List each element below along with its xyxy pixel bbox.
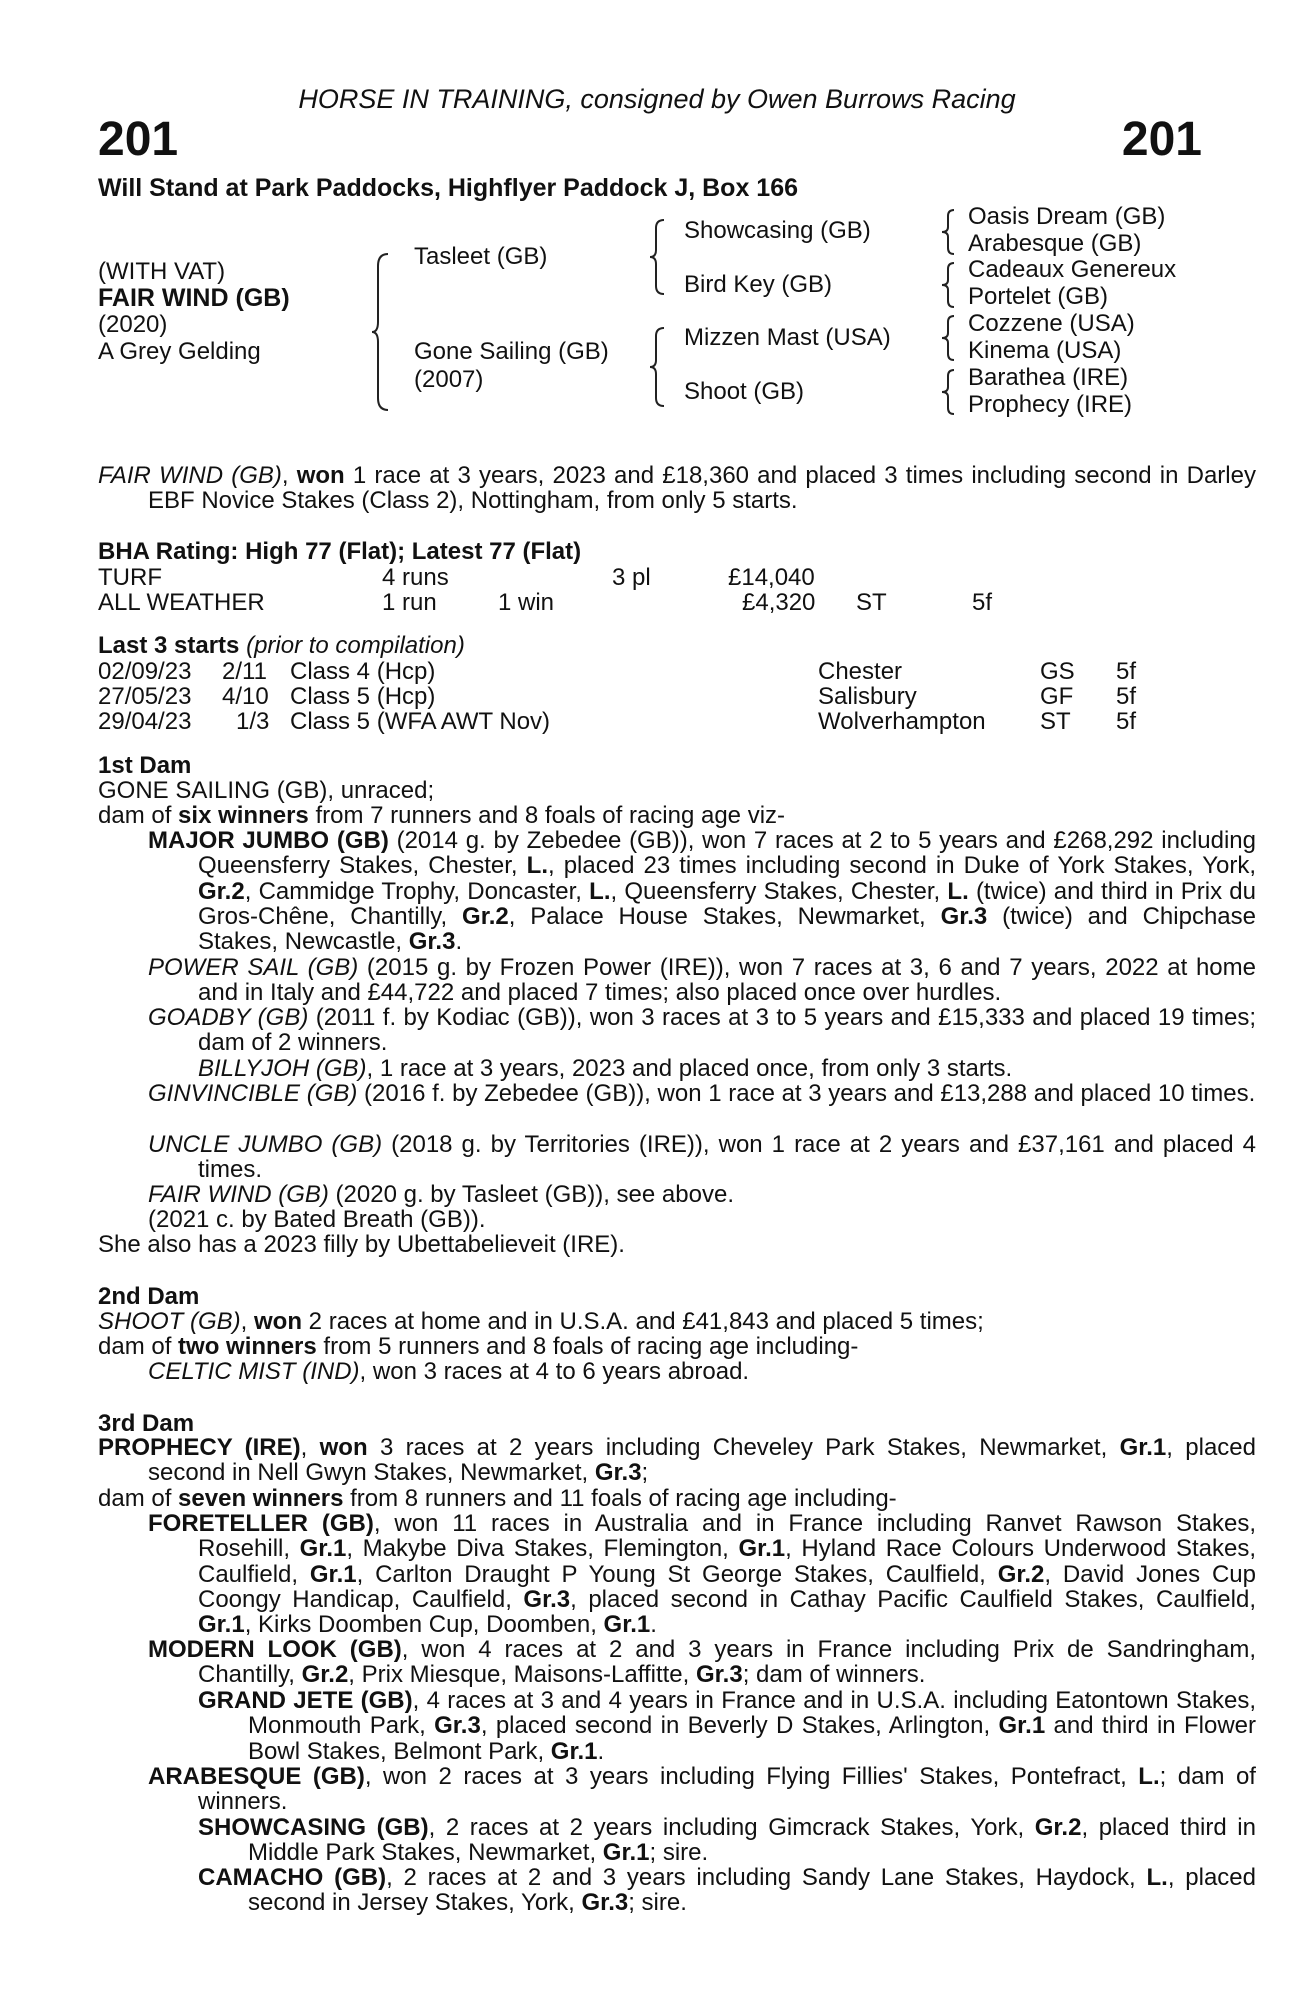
text: ; sire. (628, 1889, 687, 1917)
progeny-name: ARABESQUE (GB) (148, 1763, 365, 1790)
grade: Gr.1 (603, 1611, 651, 1639)
grade: Gr.2 (1034, 1814, 1082, 1841)
sire: Tasleet (GB) (414, 243, 548, 270)
text: , placed 23 times including second in Duke of York Stakes, York, (547, 852, 1257, 880)
start-pos: 4/10 (222, 683, 269, 710)
horse-description: A Grey Gelding (98, 338, 261, 365)
progeny-ginvincible (148, 1081, 1256, 1106)
progeny-name: UNCLE JUMBO (GB) (148, 1131, 383, 1158)
text: , placed second in Jersey Stakes, York, (248, 1864, 1256, 1917)
text: , Prix Miesque, Maisons-Laffitte, (348, 1661, 696, 1689)
listed: L. (947, 877, 969, 905)
text: . (455, 928, 463, 956)
grade: Gr.1 (198, 1611, 245, 1639)
dam1-line2 (98, 803, 785, 828)
grade: Gr.3 (523, 1585, 571, 1613)
dam3-heading: 3rd Dam (98, 1410, 195, 1437)
text: , 1 race at 3 years, 2023 and placed once, from only 3 starts. (366, 1055, 1013, 1082)
start-distance: 5f (1116, 683, 1137, 710)
pedigree-brace-ss (940, 208, 958, 256)
aw-label: ALL WEATHER (98, 589, 265, 616)
pedigree-brace-dd (940, 368, 958, 416)
aw-distance: 5f (972, 589, 993, 616)
last3-heading-line (98, 632, 465, 660)
dam2-line1: SHOOT (GB), won 2 races at home and in U.S.A. and £41,843 and placed 5 times; (98, 1308, 984, 1335)
text: dam of (98, 802, 179, 829)
progeny-major-jumbo (148, 828, 1256, 954)
progeny-power-sail (148, 955, 1256, 1006)
grade: Gr.3 (408, 928, 456, 956)
listed: L. (1146, 1864, 1168, 1891)
grade: Gr.1 (550, 1737, 598, 1765)
start-date: 27/05/23 (98, 683, 192, 710)
text: ; dam of winners. (742, 1661, 926, 1689)
grade: Gr.1 (998, 1712, 1046, 1740)
grandprogeny-camacho (198, 1865, 1256, 1916)
text: , 2 races at 2 and 3 years including Sandy Lane Stakes, Haydock, (386, 1864, 1147, 1891)
winners-count: six winners (178, 802, 309, 829)
grade: Gr.2 (462, 902, 509, 930)
text: , won 2 races at 3 years including Flying Fillies' Stakes, Pontefract, (364, 1763, 1139, 1790)
text: , Queensferry Stakes, Chester, (610, 877, 948, 905)
grade: Gr.1 (1119, 1434, 1167, 1461)
start-pos: 1/3 (236, 708, 270, 735)
start-going: ST (1040, 708, 1071, 735)
text: and third in Flower Bowl Stakes, Belmont Park, (248, 1712, 1257, 1765)
race-summary: FAIR WIND (GB), won 1 race at 3 years, 2023 and £18,360 and placed 3 times including second in Darley EBF Novice Stakes (Class 2), Nottingham, from only 5 starts. (98, 462, 1256, 515)
progeny-foreteller (148, 1511, 1256, 1637)
text: , placed second in Nell Gwyn Stakes, Newmarket, (148, 1434, 1257, 1487)
grade: Gr.3 (581, 1889, 629, 1917)
dam2-heading: 2nd Dam (98, 1283, 200, 1310)
start-distance: 5f (1116, 708, 1137, 735)
text: . (597, 1737, 605, 1765)
text: , won 3 races at 4 to 6 years abroad. (359, 1358, 750, 1385)
sire-sire: Showcasing (GB) (684, 217, 871, 244)
text: , Kirks Doomben Cup, Doomben, (244, 1611, 604, 1639)
listed: L. (526, 852, 548, 880)
text: , Hyland Race Colours Underwood Stakes, Caulfield, (198, 1535, 1256, 1588)
dam3-line2 (98, 1486, 897, 1511)
sd-dam: Portelet (GB) (968, 283, 1109, 310)
start-distance: 5f (1116, 658, 1137, 685)
sire-dam: Bird Key (GB) (684, 271, 833, 298)
text: , Carlton Draught P Young St George Stakes, Caulfield, (356, 1560, 998, 1588)
turf-placed: 3 pl (612, 564, 651, 591)
text: (2020 g. by Tasleet (GB)), see above. (328, 1181, 734, 1208)
progeny-goadby (148, 1005, 1256, 1056)
vat-label: (WITH VAT) (98, 258, 226, 285)
progeny-celtic-mist (148, 1359, 749, 1384)
progeny-name: BILLYJOH (GB) (198, 1055, 367, 1082)
progeny-name: CAMACHO (GB) (198, 1864, 387, 1891)
grade: Gr.3 (696, 1661, 743, 1689)
last3-note: (prior to compilation) (246, 632, 465, 659)
turf-earnings: £14,040 (728, 564, 815, 591)
text: from 5 runners and 8 foals of racing age including- (316, 1333, 859, 1360)
grade: Gr.2 (997, 1560, 1045, 1588)
text: , placed second in Cathay Pacific Caulfield Stakes, Caulfield, (570, 1585, 1256, 1613)
lot-number-left: 201 (98, 113, 179, 166)
text: , placed second in Beverly D Stakes, Arlington, (480, 1712, 999, 1740)
start-class: Class 5 (WFA AWT Nov) (290, 708, 551, 735)
start-course: Salisbury (818, 683, 917, 710)
progeny-name: POWER SAIL (GB) (148, 954, 359, 981)
grade: Gr.1 (738, 1535, 786, 1563)
pedigree-brace-dam (648, 326, 668, 408)
progeny-2021-colt: (2021 c. by Bated Breath (GB)). (148, 1206, 486, 1233)
ss-dam: Arabesque (GB) (968, 230, 1142, 257)
dam-year: (2007) (414, 366, 484, 393)
text: , Palace House Stakes, Newmarket, (508, 902, 941, 930)
text: ; dam of winners. (198, 1763, 1256, 1816)
listed: L. (1138, 1763, 1160, 1790)
dam3-name: PROPHECY (IRE) (98, 1434, 301, 1461)
grade: Gr.2 (198, 877, 245, 905)
text: from 8 runners and 11 foals of racing age including- (343, 1485, 897, 1512)
bha-heading: BHA Rating: High 77 (Flat); Latest 77 (Flat) (98, 538, 582, 565)
grandprogeny-billyjoh (198, 1056, 1256, 1081)
progeny-name: MAJOR JUMBO (GB) (148, 827, 389, 854)
turf-label: TURF (98, 564, 162, 591)
text: , placed third in Middle Park Stakes, Newmarket, (248, 1814, 1256, 1867)
text: from 7 runners and 8 foals of racing age viz- (308, 802, 786, 829)
progeny-name: GRAND JETE (GB) (198, 1687, 413, 1714)
grade: Gr.3 (940, 902, 988, 930)
grade: Gr.1 (299, 1535, 347, 1563)
text: , 4 races at 3 and 4 years in France and in U.S.A. including Eatontown Stakes, Monmouth Park, (248, 1687, 1256, 1740)
text: (2011 f. by Kodiac (GB)), won 3 races at 3 to 5 years and £15,333 and placed 19 times; dam of 2 winners. (198, 1004, 1257, 1057)
text: , Makybe Diva Stakes, Flemington, (346, 1535, 739, 1563)
won: won (319, 1434, 368, 1461)
dam3-summary: PROPHECY (IRE), won 3 races at 2 years including Cheveley Park Stakes, Newmarket, Gr.1, placed second in Nell Gwyn Stakes, Newmarket, Gr.3; (98, 1434, 1257, 1487)
dam1-line1: GONE SAILING (GB), unraced; (98, 777, 435, 804)
progeny-fair-wind (148, 1182, 1256, 1207)
text: , 2 races at 2 years including Gimcrack Stakes, York, (428, 1814, 1035, 1841)
dd-sire: Barathea (IRE) (968, 364, 1129, 391)
grandprogeny-showcasing (198, 1815, 1256, 1866)
won: won (254, 1308, 303, 1335)
lot-number-right: 201 (1121, 113, 1202, 166)
aw-surface: ST (856, 589, 887, 616)
text: . (650, 1611, 657, 1639)
start-going: GS (1040, 658, 1075, 685)
winners-count: seven winners (178, 1485, 344, 1512)
text: (twice) and third in Prix du Gros-Chêne, Chantilly, (198, 877, 1256, 930)
start-date: 02/09/23 (98, 658, 192, 685)
progeny-name: GINVINCIBLE (GB) (148, 1080, 358, 1107)
text: (twice) and Chipchase Stakes, Newcastle, (198, 902, 1256, 956)
grade: Gr.2 (301, 1661, 349, 1689)
stand-location: Will Stand at Park Paddocks, Highflyer Paddock J, Box 166 (98, 174, 798, 202)
summary-text: 1 race at 3 years, 2023 and £18,360 and placed 3 times including second in Darley EBF Novice Stakes (Class 2), Nottingham, from only 5 starts. (148, 462, 1256, 515)
dam2-line2 (98, 1334, 858, 1359)
dd-dam: Prophecy (IRE) (968, 391, 1133, 418)
progeny-name: FAIR WIND (GB) (148, 1181, 329, 1208)
text: dam of (98, 1333, 179, 1360)
text: , Cammidge Trophy, Doncaster, (244, 877, 590, 905)
text: , won 11 races in Australia and in France including Ranvet Rawson Stakes, Rosehill, (198, 1510, 1257, 1563)
text: 2 races at home and in U.S.A. and £41,843 and placed 5 times; (302, 1308, 984, 1335)
dam1-heading: 1st Dam (98, 752, 192, 779)
aw-earnings: £4,320 (742, 589, 816, 616)
text: ; sire. (649, 1839, 709, 1867)
text: (2015 g. by Frozen Power (IRE)), won 7 races at 3, 6 and 7 years, 2022 at home and in Italy and £44,722 and placed 7 times; also placed once over hurdles. (198, 954, 1256, 1007)
start-course: Wolverhampton (818, 708, 986, 735)
progeny-name: CELTIC MIST (IND) (148, 1358, 360, 1385)
start-date: 29/04/23 (98, 708, 192, 735)
dam: Gone Sailing (GB) (414, 338, 609, 365)
pedigree-brace-main (370, 252, 394, 412)
text: ; (641, 1459, 649, 1487)
progeny-name: SHOWCASING (GB) (198, 1814, 429, 1841)
pedigree-brace-sd (940, 261, 958, 309)
start-course: Chester (818, 658, 903, 685)
progeny-name: MODERN LOOK (GB) (148, 1636, 402, 1663)
ds-sire: Cozzene (USA) (968, 310, 1135, 337)
text: , won 4 races at 2 and 3 years in France including Prix de Sandringham, Chantilly, (198, 1636, 1256, 1689)
dam-sire: Mizzen Mast (USA) (684, 324, 891, 351)
grade: Gr.3 (434, 1712, 481, 1740)
last3-heading: Last 3 starts (98, 632, 240, 659)
grade: Gr.1 (309, 1560, 357, 1588)
ds-dam: Kinema (USA) (968, 337, 1122, 364)
summary-won: won (296, 462, 345, 489)
consignor-header: HORSE IN TRAINING, consigned by Owen Burrows Racing (298, 84, 1016, 114)
progeny-modern-look (148, 1637, 1256, 1688)
sd-sire: Cadeaux Genereux (968, 256, 1177, 283)
grade: Gr.1 (602, 1839, 650, 1867)
horse-year: (2020) (98, 311, 168, 338)
ss-sire: Oasis Dream (GB) (968, 203, 1166, 230)
progeny-arabesque (148, 1764, 1256, 1815)
progeny-uncle-jumbo (148, 1132, 1256, 1183)
aw-runs: 1 run (382, 589, 437, 616)
summary-horse-name: FAIR WIND (GB) (98, 462, 282, 489)
text: (2014 g. by Zebedee (GB)), won 7 races at 2 to 5 years and £268,292 including Queensferry Stakes, Chester, (198, 827, 1256, 880)
horse-name: FAIR WIND (GB) (98, 284, 290, 312)
pedigree-brace-sire (648, 218, 668, 296)
grandprogeny-grand-jete (198, 1688, 1256, 1764)
text: (2016 f. by Zebedee (GB)), won 1 race at 3 years and £13,288 and placed 10 times. (357, 1080, 1256, 1107)
pedigree-brace-ds (940, 314, 958, 362)
dam1-also: She also has a 2023 filly by Ubettabelieveit (IRE). (98, 1231, 625, 1258)
listed: L. (589, 877, 611, 905)
start-class: Class 4 (Hcp) (290, 658, 436, 685)
start-pos: 2/11 (222, 658, 267, 685)
progeny-name: GOADBY (GB) (148, 1004, 309, 1031)
text: , David Jones Cup Coongy Handicap, Caulfield, (198, 1560, 1256, 1613)
aw-wins: 1 win (498, 589, 555, 616)
text: 3 races at 2 years including Cheveley Park Stakes, Newmarket, (367, 1434, 1120, 1461)
text: (2018 g. by Territories (IRE)), won 1 race at 2 years and £37,161 and placed 4 times. (198, 1131, 1256, 1184)
start-class: Class 5 (Hcp) (290, 683, 436, 710)
text: dam of (98, 1485, 179, 1512)
winners-count: two winners (178, 1333, 317, 1360)
turf-runs: 4 runs (382, 564, 449, 591)
progeny-name: FORETELLER (GB) (148, 1510, 374, 1537)
start-going: GF (1040, 683, 1074, 710)
dam-dam: Shoot (GB) (684, 378, 805, 405)
grade: Gr.3 (594, 1459, 642, 1487)
dam2-name: SHOOT (GB) (98, 1308, 241, 1335)
